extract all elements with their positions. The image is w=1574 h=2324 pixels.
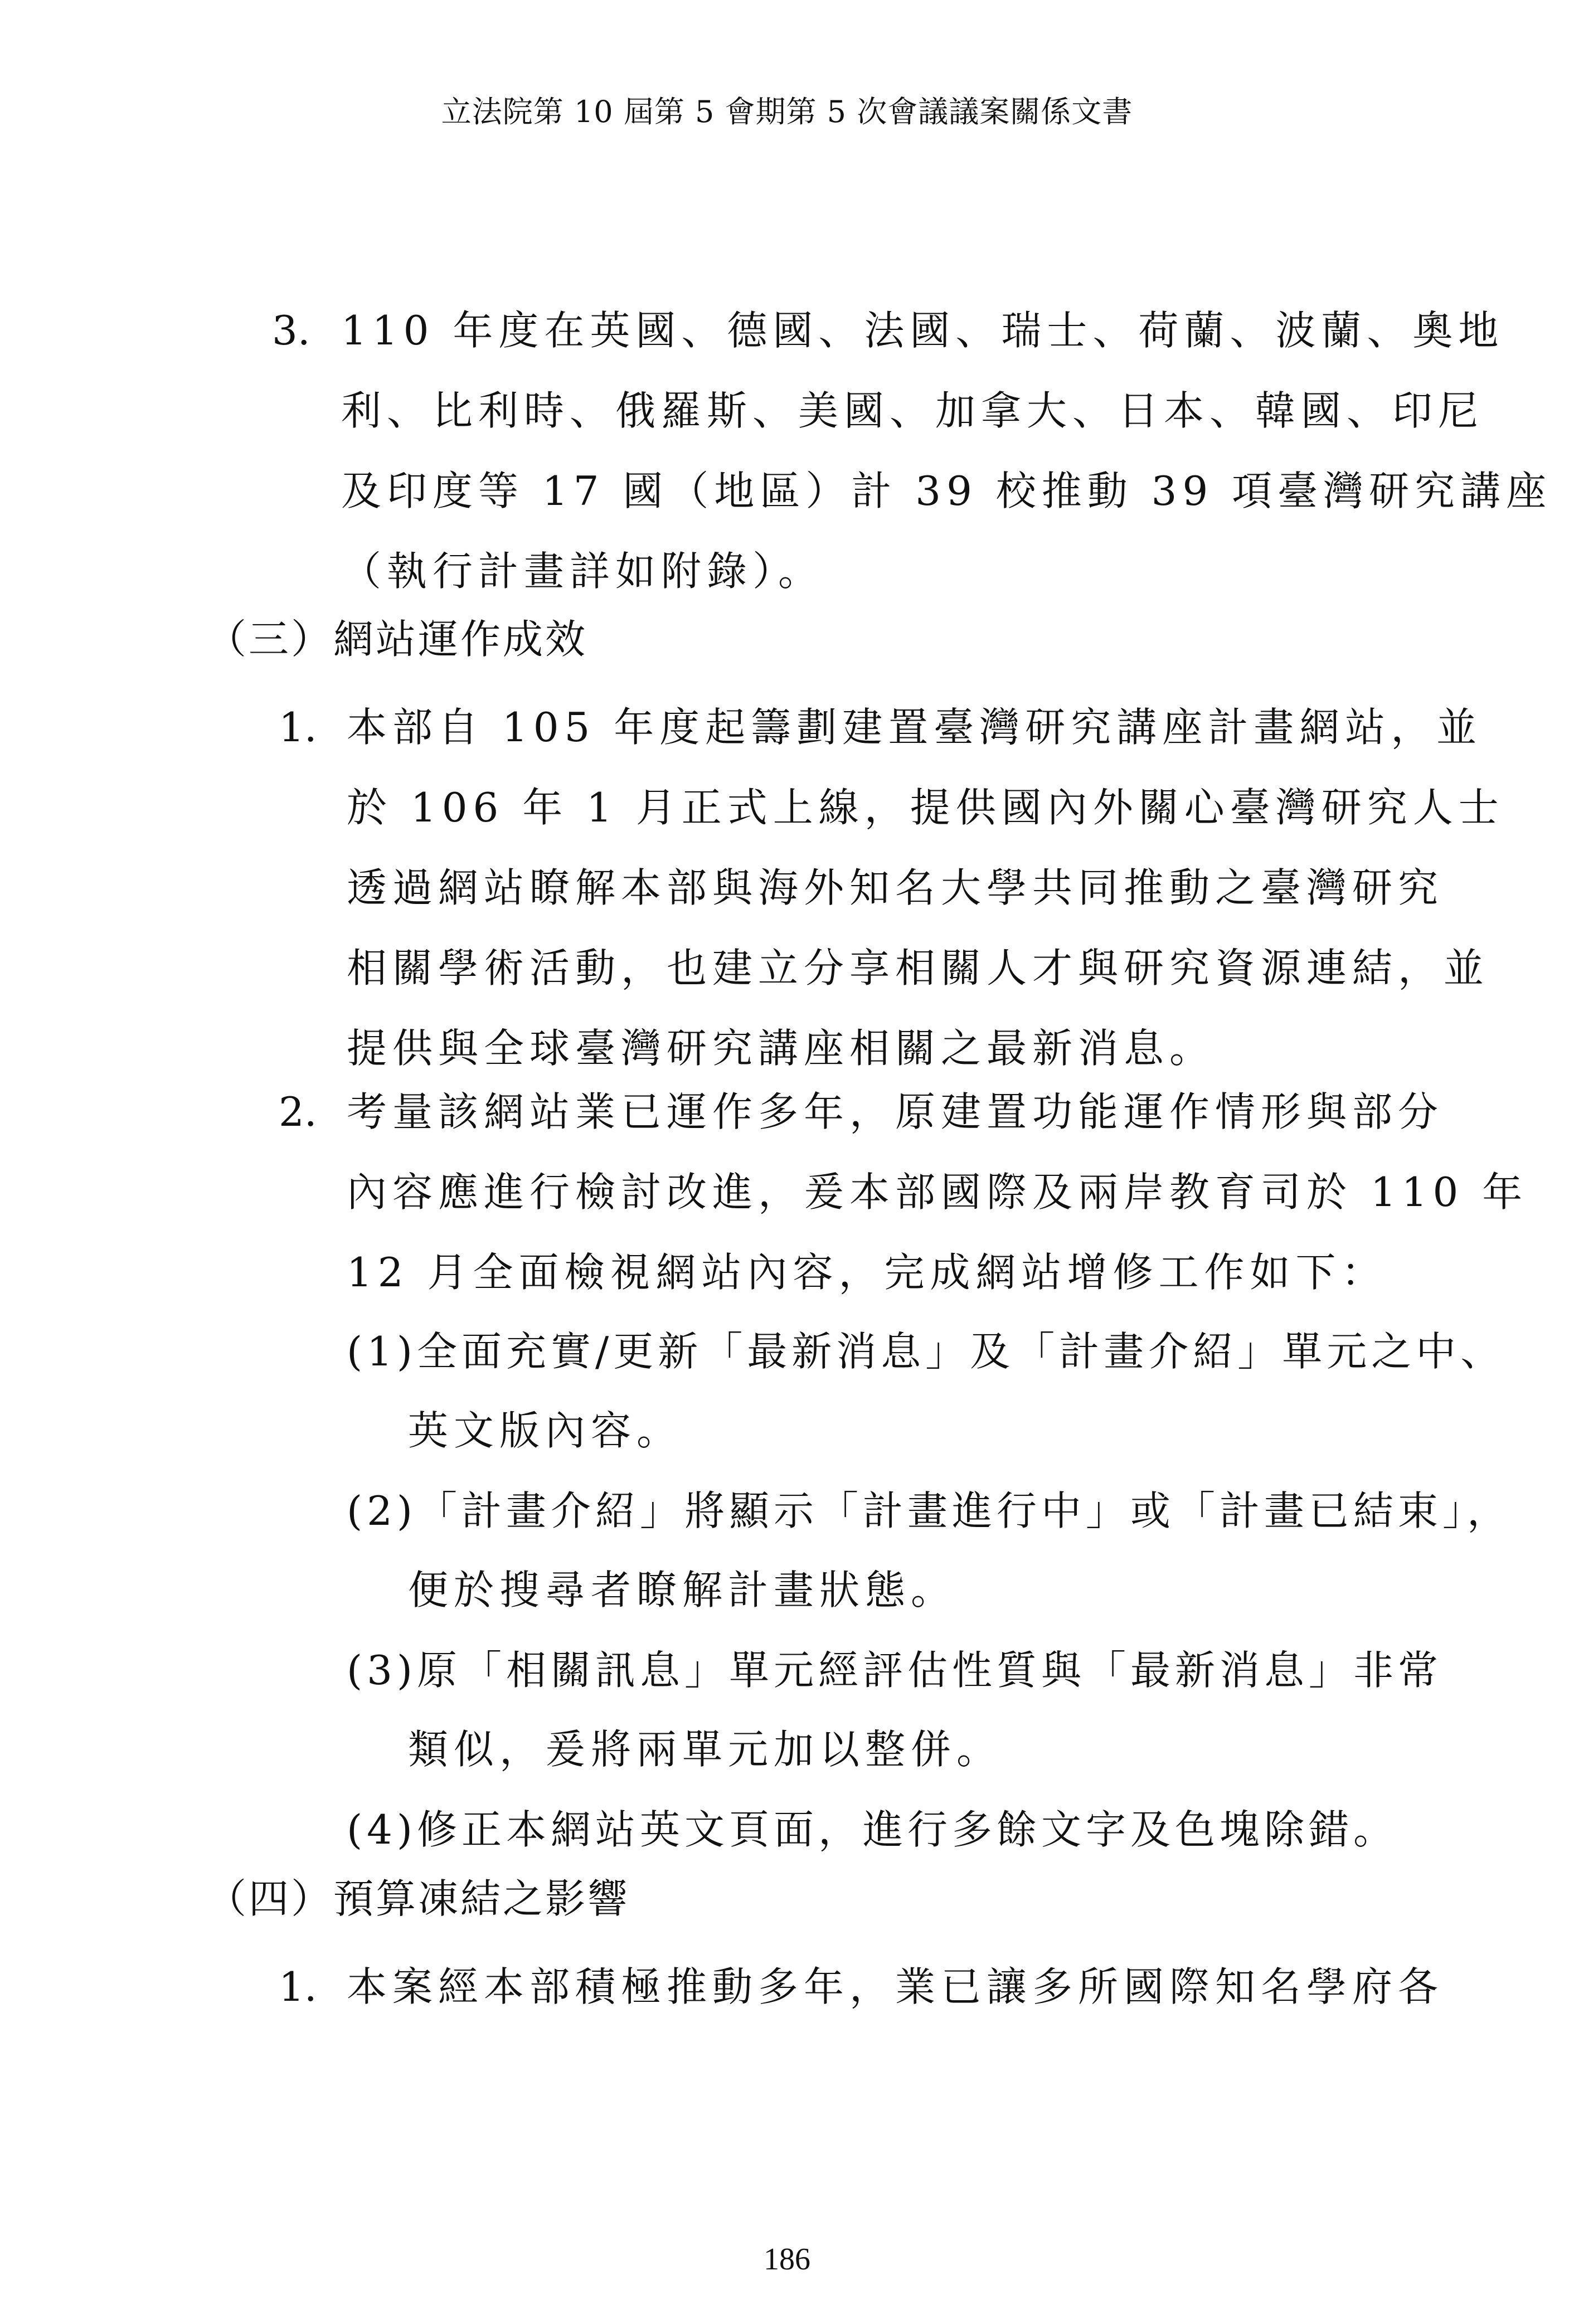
sub-item-4-line-1: (4)修正本網站英文頁面，進行多餘文字及色塊除錯。 xyxy=(347,1806,1398,1853)
section-4-item-1-marker: 1. xyxy=(279,1963,317,2010)
section-3-item-2-line-3: 12 月全面檢視網站內容，完成網站增修工作如下： xyxy=(347,1249,1387,1296)
item-3-marker: 3. xyxy=(272,307,310,354)
section-4-item-1-line-1: 本案經本部積極推動多年，業已讓多所國際知名學府各 xyxy=(347,1963,1444,2010)
item-3-line-1: 110 年度在英國、德國、法國、瑞士、荷蘭、波蘭、奧地 xyxy=(341,307,1504,354)
section-3-heading: （三）網站運作成效 xyxy=(206,616,588,663)
item-3-line-2: 利、比利時、俄羅斯、美國、加拿大、日本、韓國、印尼 xyxy=(341,387,1484,434)
item-3-line-3: 及印度等 17 國（地區）計 39 校推動 39 項臺灣研究講座 xyxy=(341,468,1552,514)
document-header: 立法院第 10 屆第 5 會期第 5 次會議議案關係文書 xyxy=(441,94,1133,129)
sub-item-2-line-2: 便於搜尋者瞭解計畫狀態。 xyxy=(408,1567,957,1613)
sub-item-2-line-1: (2)「計畫介紹」將顯示「計畫進行中」或「計畫已結束」， xyxy=(347,1487,1512,1534)
sub-item-3-line-2: 類似，爰將兩單元加以整併。 xyxy=(408,1726,1003,1773)
section-3-item-1-line-3: 透過網站瞭解本部與海外知名大學共同推動之臺灣研究 xyxy=(347,864,1444,911)
section-3-item-2-line-2: 內容應進行檢討改進，爰本部國際及兩岸教育司於 110 年 xyxy=(347,1169,1528,1216)
section-4-heading: （四）預算凍結之影響 xyxy=(206,1875,630,1922)
section-3-item-1-line-4: 相關學術活動，也建立分享相關人才與研究資源連結，並 xyxy=(347,945,1490,991)
section-3-item-1-marker: 1. xyxy=(279,704,317,751)
sub-item-1-line-2: 英文版內容。 xyxy=(408,1407,683,1454)
page-number: 186 xyxy=(764,2242,810,2277)
item-3-line-4: （執行計畫詳如附錄）。 xyxy=(341,548,824,595)
section-3-item-2-marker: 2. xyxy=(279,1088,317,1135)
sub-item-1-line-1: (1)全面充實/更新「最新消息」及「計畫介紹」單元之中、 xyxy=(347,1328,1505,1375)
section-3-item-2-line-1: 考量該網站業已運作多年，原建置功能運作情形與部分 xyxy=(347,1088,1444,1135)
section-3-item-1-line-1: 本部自 105 年度起籌劃建置臺灣研究講座計畫網站，並 xyxy=(347,704,1483,751)
section-3-item-1-line-5: 提供與全球臺灣研究講座相關之最新消息。 xyxy=(347,1025,1216,1072)
sub-item-3-line-1: (3)原「相關訊息」單元經評估性質與「最新消息」非常 xyxy=(347,1647,1442,1694)
section-3-item-1-line-2: 於 106 年 1 月正式上線，提供國內外關心臺灣研究人士 xyxy=(347,784,1504,831)
